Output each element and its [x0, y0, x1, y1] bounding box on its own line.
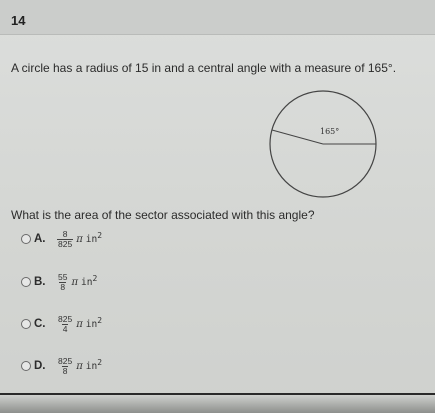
angle-label: 165°: [320, 127, 340, 136]
bottom-divider: [0, 393, 435, 395]
answer-fraction: [57, 230, 73, 249]
answer-fraction: [57, 315, 73, 334]
fraction-numerator: 825: [58, 355, 73, 366]
unit-exponent: 2: [97, 230, 103, 240]
radius-line-upper: [272, 130, 323, 144]
bottom-shadow: [0, 395, 435, 413]
radio-button-b[interactable]: [21, 277, 31, 287]
choice-c[interactable]: [21, 312, 181, 336]
choice-b[interactable]: [21, 270, 181, 294]
choice-letter: A.: [34, 233, 46, 245]
fraction-denominator: 8: [60, 281, 66, 292]
circle-figure: [267, 88, 379, 200]
unit-exponent: 2: [92, 273, 98, 283]
question-prompt: What is the area of the sector associated with this angle?: [11, 208, 315, 222]
pi-symbol: π: [76, 233, 83, 245]
choice-d[interactable]: [21, 354, 181, 378]
unit-label: in: [81, 276, 93, 288]
radio-button-a[interactable]: [21, 234, 31, 244]
question-text: A circle has a radius of 15 in and a central angle with a measure of 165°.: [11, 61, 397, 75]
fraction-denominator: 825: [58, 238, 73, 249]
choice-letter: C.: [34, 318, 46, 330]
pi-symbol: π: [71, 276, 79, 288]
radio-button-c[interactable]: [21, 319, 31, 329]
pi-symbol: π: [76, 318, 83, 330]
fraction-denominator: 8: [62, 365, 68, 376]
choice-letter: B.: [34, 276, 46, 288]
unit-exponent: 2: [97, 357, 103, 367]
unit-exponent: 2: [97, 315, 103, 325]
unit-label: in: [85, 360, 98, 372]
question-number: 14: [11, 13, 26, 28]
unit-label: in: [85, 233, 98, 245]
fraction-numerator: 55: [58, 271, 68, 282]
choice-letter: D.: [34, 360, 46, 372]
answer-fraction: [57, 357, 73, 376]
radio-button-d[interactable]: [21, 361, 31, 371]
answer-fraction: [57, 273, 68, 292]
fraction-denominator: 4: [62, 323, 68, 334]
question-header: [0, 0, 435, 35]
fraction-numerator: 8: [62, 228, 68, 239]
pi-symbol: π: [76, 360, 83, 372]
fraction-numerator: 825: [58, 313, 73, 324]
unit-label: in: [85, 318, 98, 330]
choice-a[interactable]: [21, 227, 181, 251]
